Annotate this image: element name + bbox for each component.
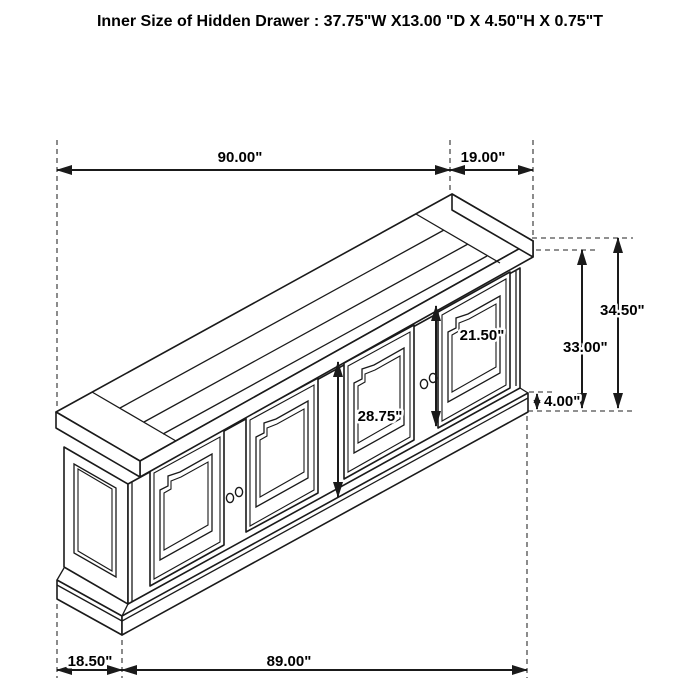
dim-carcass-height-label: 33.00" (563, 339, 608, 356)
dim-plinth-height-label: 4.00" (544, 393, 581, 410)
knob-icon (235, 487, 242, 496)
diagram-title: Inner Size of Hidden Drawer : 37.75"W X13.00 "D X 4.50"H X 0.75"T (96, 13, 604, 30)
dim-top-depth-label: 19.00" (460, 149, 506, 166)
dim-base-width-label: 89.00" (266, 653, 312, 670)
dim-door-short-label: 21.50" (459, 327, 505, 344)
dim-door-tall-label: 28.75" (357, 408, 403, 425)
dim-base-depth-label: 18.50" (67, 653, 113, 670)
cabinet (56, 194, 533, 635)
knob-icon (226, 493, 233, 502)
knob-icon (420, 379, 427, 388)
dim-top-width-label: 90.00" (217, 149, 263, 166)
dim-total-height-label: 34.50" (600, 302, 645, 319)
